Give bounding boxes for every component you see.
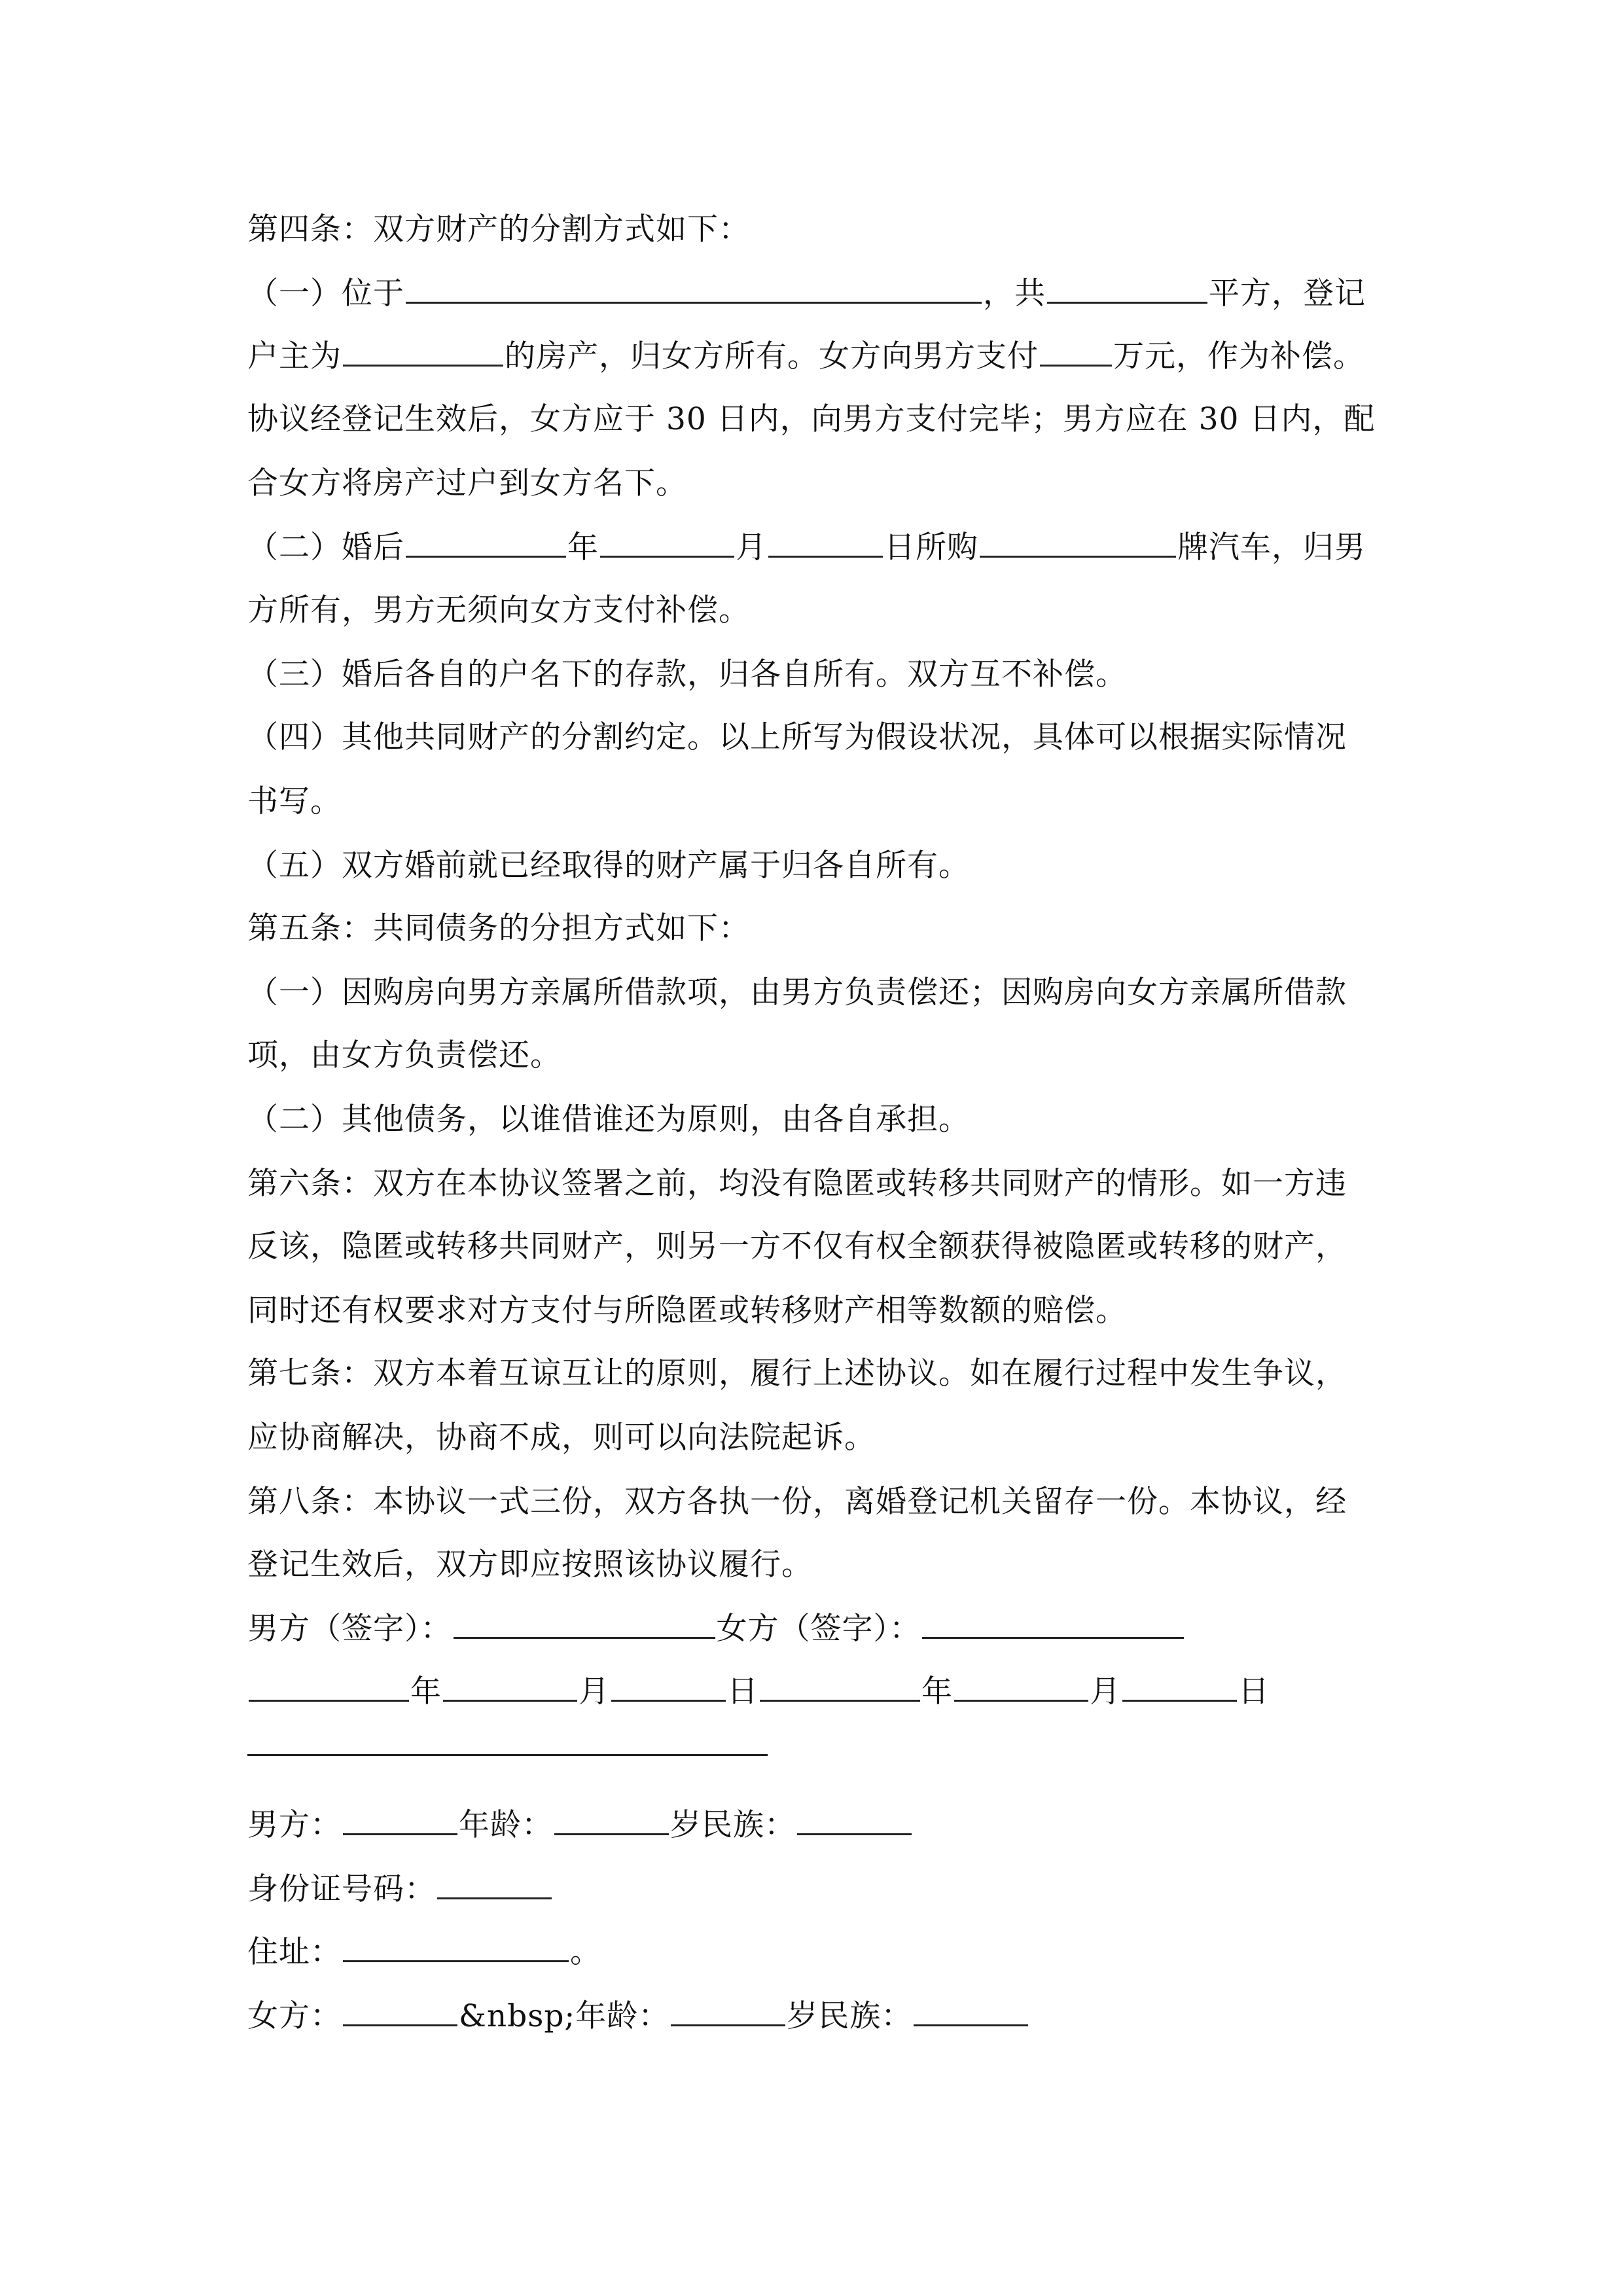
- female-date-day-blank: [1122, 1677, 1237, 1702]
- purchase-day-blank: [768, 533, 883, 558]
- article-6-line-2: 反该，隐匿或转移共同财产，则另一方不仅有权全额获得被隐匿或转移的财产，: [247, 1229, 1347, 1265]
- compensation-blank: [1040, 342, 1112, 367]
- article-6-line-3: 同时还有权要求对方支付与所隐匿或转移财产相等数额的赔偿。: [247, 1293, 1127, 1329]
- article-4-item-1-line-3: 协议经登记生效后，女方应于 30 日内，向男方支付完毕；男方应在 30 日内，配: [247, 401, 1376, 437]
- male-ethnicity-blank: [797, 1811, 912, 1835]
- female-name-blank: [343, 2002, 457, 2026]
- article-4-item-5: （五）双方婚前就已经取得的财产属于归各自所有。: [247, 848, 970, 884]
- article-8-line-2: 登记生效后，双方即应按照该协议履行。: [247, 1547, 813, 1583]
- female-date-year-blank: [760, 1677, 920, 1702]
- article-4-item-1-line-1: （一）位于 ，共 平方，登记: [247, 276, 1366, 312]
- householder-blank: [343, 342, 503, 367]
- female-ethnicity-blank: [914, 2002, 1028, 2026]
- article-5-item-1-line-1: （一）因购房向男方亲属所借款项，由男方负责偿还；因购房向女方亲属所借款: [247, 975, 1347, 1011]
- female-date-month-blank: [954, 1677, 1088, 1702]
- car-brand-blank: [980, 533, 1176, 558]
- article-5-item-2: （二）其他债务，以谁借谁还为原则，由各自承担。: [247, 1102, 970, 1138]
- article-8-line-1: 第八条：本协议一式三份，双方各执一份，离婚登记机关留存一份。本协议，经: [247, 1484, 1347, 1520]
- male-signature-blank: [454, 1615, 715, 1639]
- female-age-blank: [671, 2002, 785, 2026]
- article-4-item-2-line-1: （二）婚后 年 月 日所购 牌汽车，归男: [247, 529, 1366, 565]
- article-4-item-1-line-2: 户主为 的房产，归女方所有。女方向男方支付 万元，作为补偿。: [247, 338, 1364, 374]
- article-4-item-2-line-2: 方所有，男方无须向女方支付补偿。: [247, 592, 750, 628]
- male-date-month-blank: [443, 1677, 577, 1702]
- article-7-line-1: 第七条：双方本着互谅互让的原则，履行上述协议。如在履行过程中发生争议，: [247, 1355, 1347, 1391]
- female-info-line: 女方： &nbsp;年龄： 岁民族：: [247, 1984, 1399, 2049]
- article-4-item-4-line-2: 书写。: [247, 783, 342, 819]
- article-6-line-1: 第六条：双方在本协议签署之前，均没有隐匿或转移共同财产的情形。如一方违: [247, 1166, 1347, 1202]
- id-number-blank: [437, 1875, 552, 1899]
- article-4-item-4-line-1: （四）其他共同财产的分割约定。以上所写为假设状况，具体可以根据实际情况: [247, 719, 1347, 755]
- male-date-year-blank: [249, 1677, 409, 1702]
- location-blank: [406, 279, 982, 304]
- address-line: 住址： 。: [247, 1934, 601, 1970]
- address-blank: [343, 1938, 569, 1962]
- id-number-line: 身份证号码：: [247, 1857, 1399, 1922]
- article-4-item-1-line-4: 合女方将房产过户到女方名下。: [247, 465, 687, 501]
- male-name-blank: [343, 1811, 457, 1835]
- article-7-line-2: 应协商解决，协商不成，则可以向法院起诉。: [247, 1420, 876, 1456]
- article-5-title: 第五条：共同债务的分担方式如下：: [247, 910, 750, 946]
- signature-date-line: 年 月 日 年 月 日: [247, 1660, 1399, 1724]
- area-blank: [1047, 279, 1207, 304]
- article-5-item-1-line-2: 项，由女方负责偿还。: [247, 1037, 562, 1073]
- purchase-month-blank: [600, 533, 734, 558]
- section-divider: [247, 1754, 768, 1756]
- female-signature-blank: [922, 1615, 1184, 1639]
- male-age-blank: [554, 1811, 669, 1835]
- article-4-item-3: （三）婚后各自的户名下的存款，归各自所有。双方互不补偿。: [247, 656, 1127, 692]
- male-info-line: 男方： 年龄： 岁民族：: [247, 1793, 1399, 1857]
- purchase-year-blank: [406, 533, 566, 558]
- signature-line: 男方（签字）： 女方（签字）：: [247, 1597, 1399, 1661]
- article-4-title: 第四条：双方财产的分割方式如下：: [247, 211, 750, 247]
- male-date-day-blank: [611, 1677, 726, 1702]
